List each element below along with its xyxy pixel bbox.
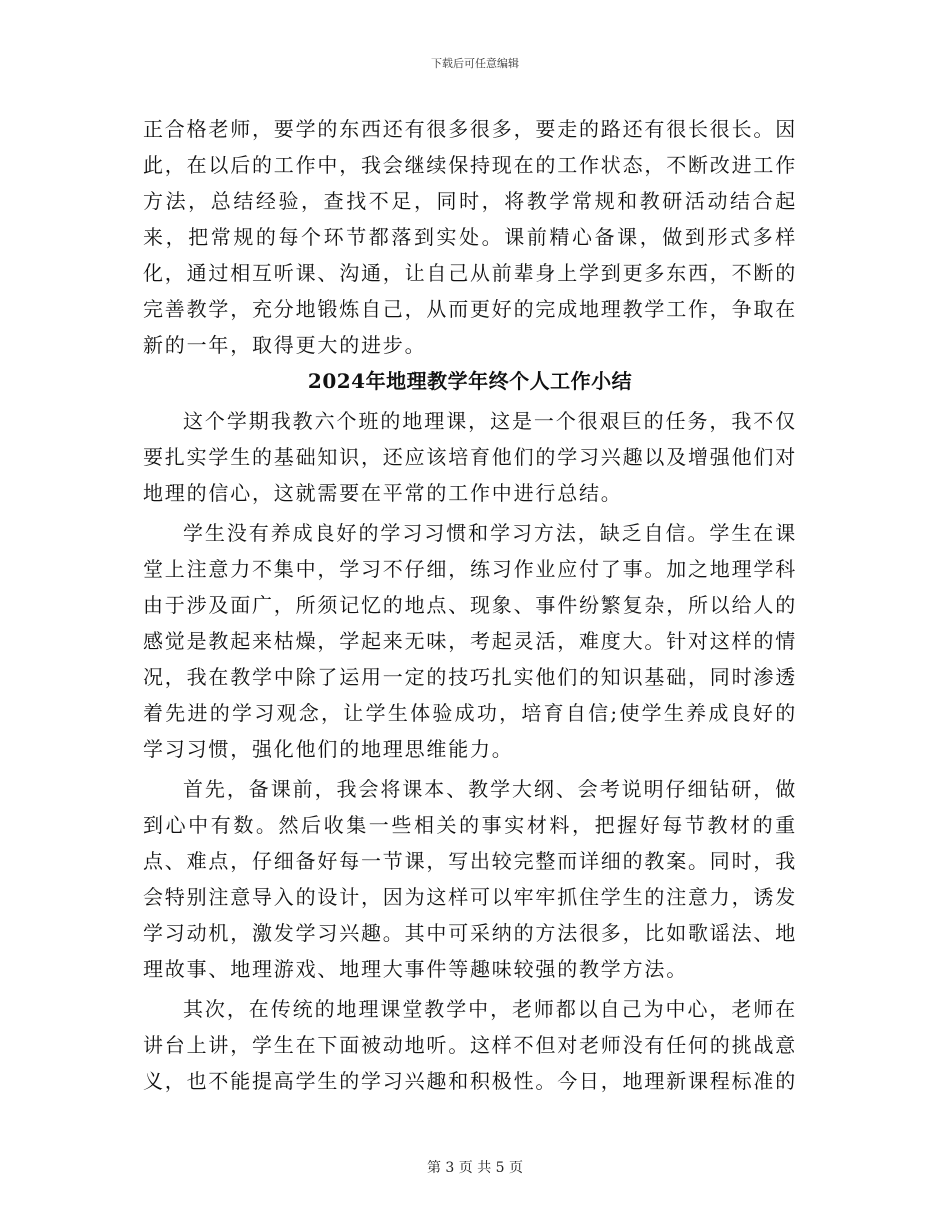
continuation-paragraph: 正合格老师，要学的东西还有很多很多，要走的路还有很长很长。因此，在以后的工作中，我会继续保持现在的工作状态，不断改进工作方法，总结经验，查找不足，同时，将教学常规和教研活动结合起来，把常规的每个环节都落到实处。课前精心备课，做到形式多样化，通过相互听课、沟通，让自己从前辈身上学到更多东西，不断的完善教学，充分地锻炼自己，从而更好的完成地理教学工作，争取在新的一年，取得更大的进步。 xyxy=(143,117,797,357)
page-header: 下载后可任意编辑 xyxy=(431,57,519,70)
body-paragraph-4: 其次，在传统的地理课堂教学中，老师都以自己为中心，老师在讲台上讲，学生在下面被动地听。这样不但对老师没有任何的挑战意义，也不能提高学生的学习兴趣和积极性。今日，地理新课程标准的 xyxy=(143,997,797,1093)
section-title: 2024年地理教学年终个人工作小结 xyxy=(307,369,633,393)
body-paragraph-2: 学生没有养成良好的学习习惯和学习方法，缺乏自信。学生在课堂上注意力不集中，学习不仔细，练习作业应付了事。加之地理学科由于涉及面广，所须记忆的地点、现象、事件纷繁复杂，所以给人的感觉是教起来枯燥，学起来无味，考起灵活，难度大。针对这样的情况，我在教学中除了运用一定的技巧扎实他们的知识基础，同时渗透着先进的学习观念，让学生体验成功，培育自信;使学生养成良好的学习习惯，强化他们的地理思维能力。 xyxy=(143,521,797,761)
body-paragraph-1: 这个学期我教六个班的地理课，这是一个很艰巨的任务，我不仅要扎实学生的基础知识，还应该培育他们的学习兴趣以及增强他们对地理的信心，这就需要在平常的工作中进行总结。 xyxy=(143,409,797,505)
page-footer: 第 3 页 共 5 页 xyxy=(426,1160,524,1176)
document-body xyxy=(143,111,797,1099)
body-paragraph-3: 首先，备课前，我会将课本、教学大纲、会考说明仔细钻研，做到心中有数。然后收集一些相关的事实材料，把握好每节教材的重点、难点，仔细备好每一节课，写出较完整而详细的教案。同时，我会特别注意导入的设计，因为这样可以牢牢抓住学生的注意力，诱发学习动机，激发学习兴趣。其中可采纳的方法很多，比如歌谣法、地理故事、地理游戏、地理大事件等趣味较强的教学方法。 xyxy=(143,777,797,981)
